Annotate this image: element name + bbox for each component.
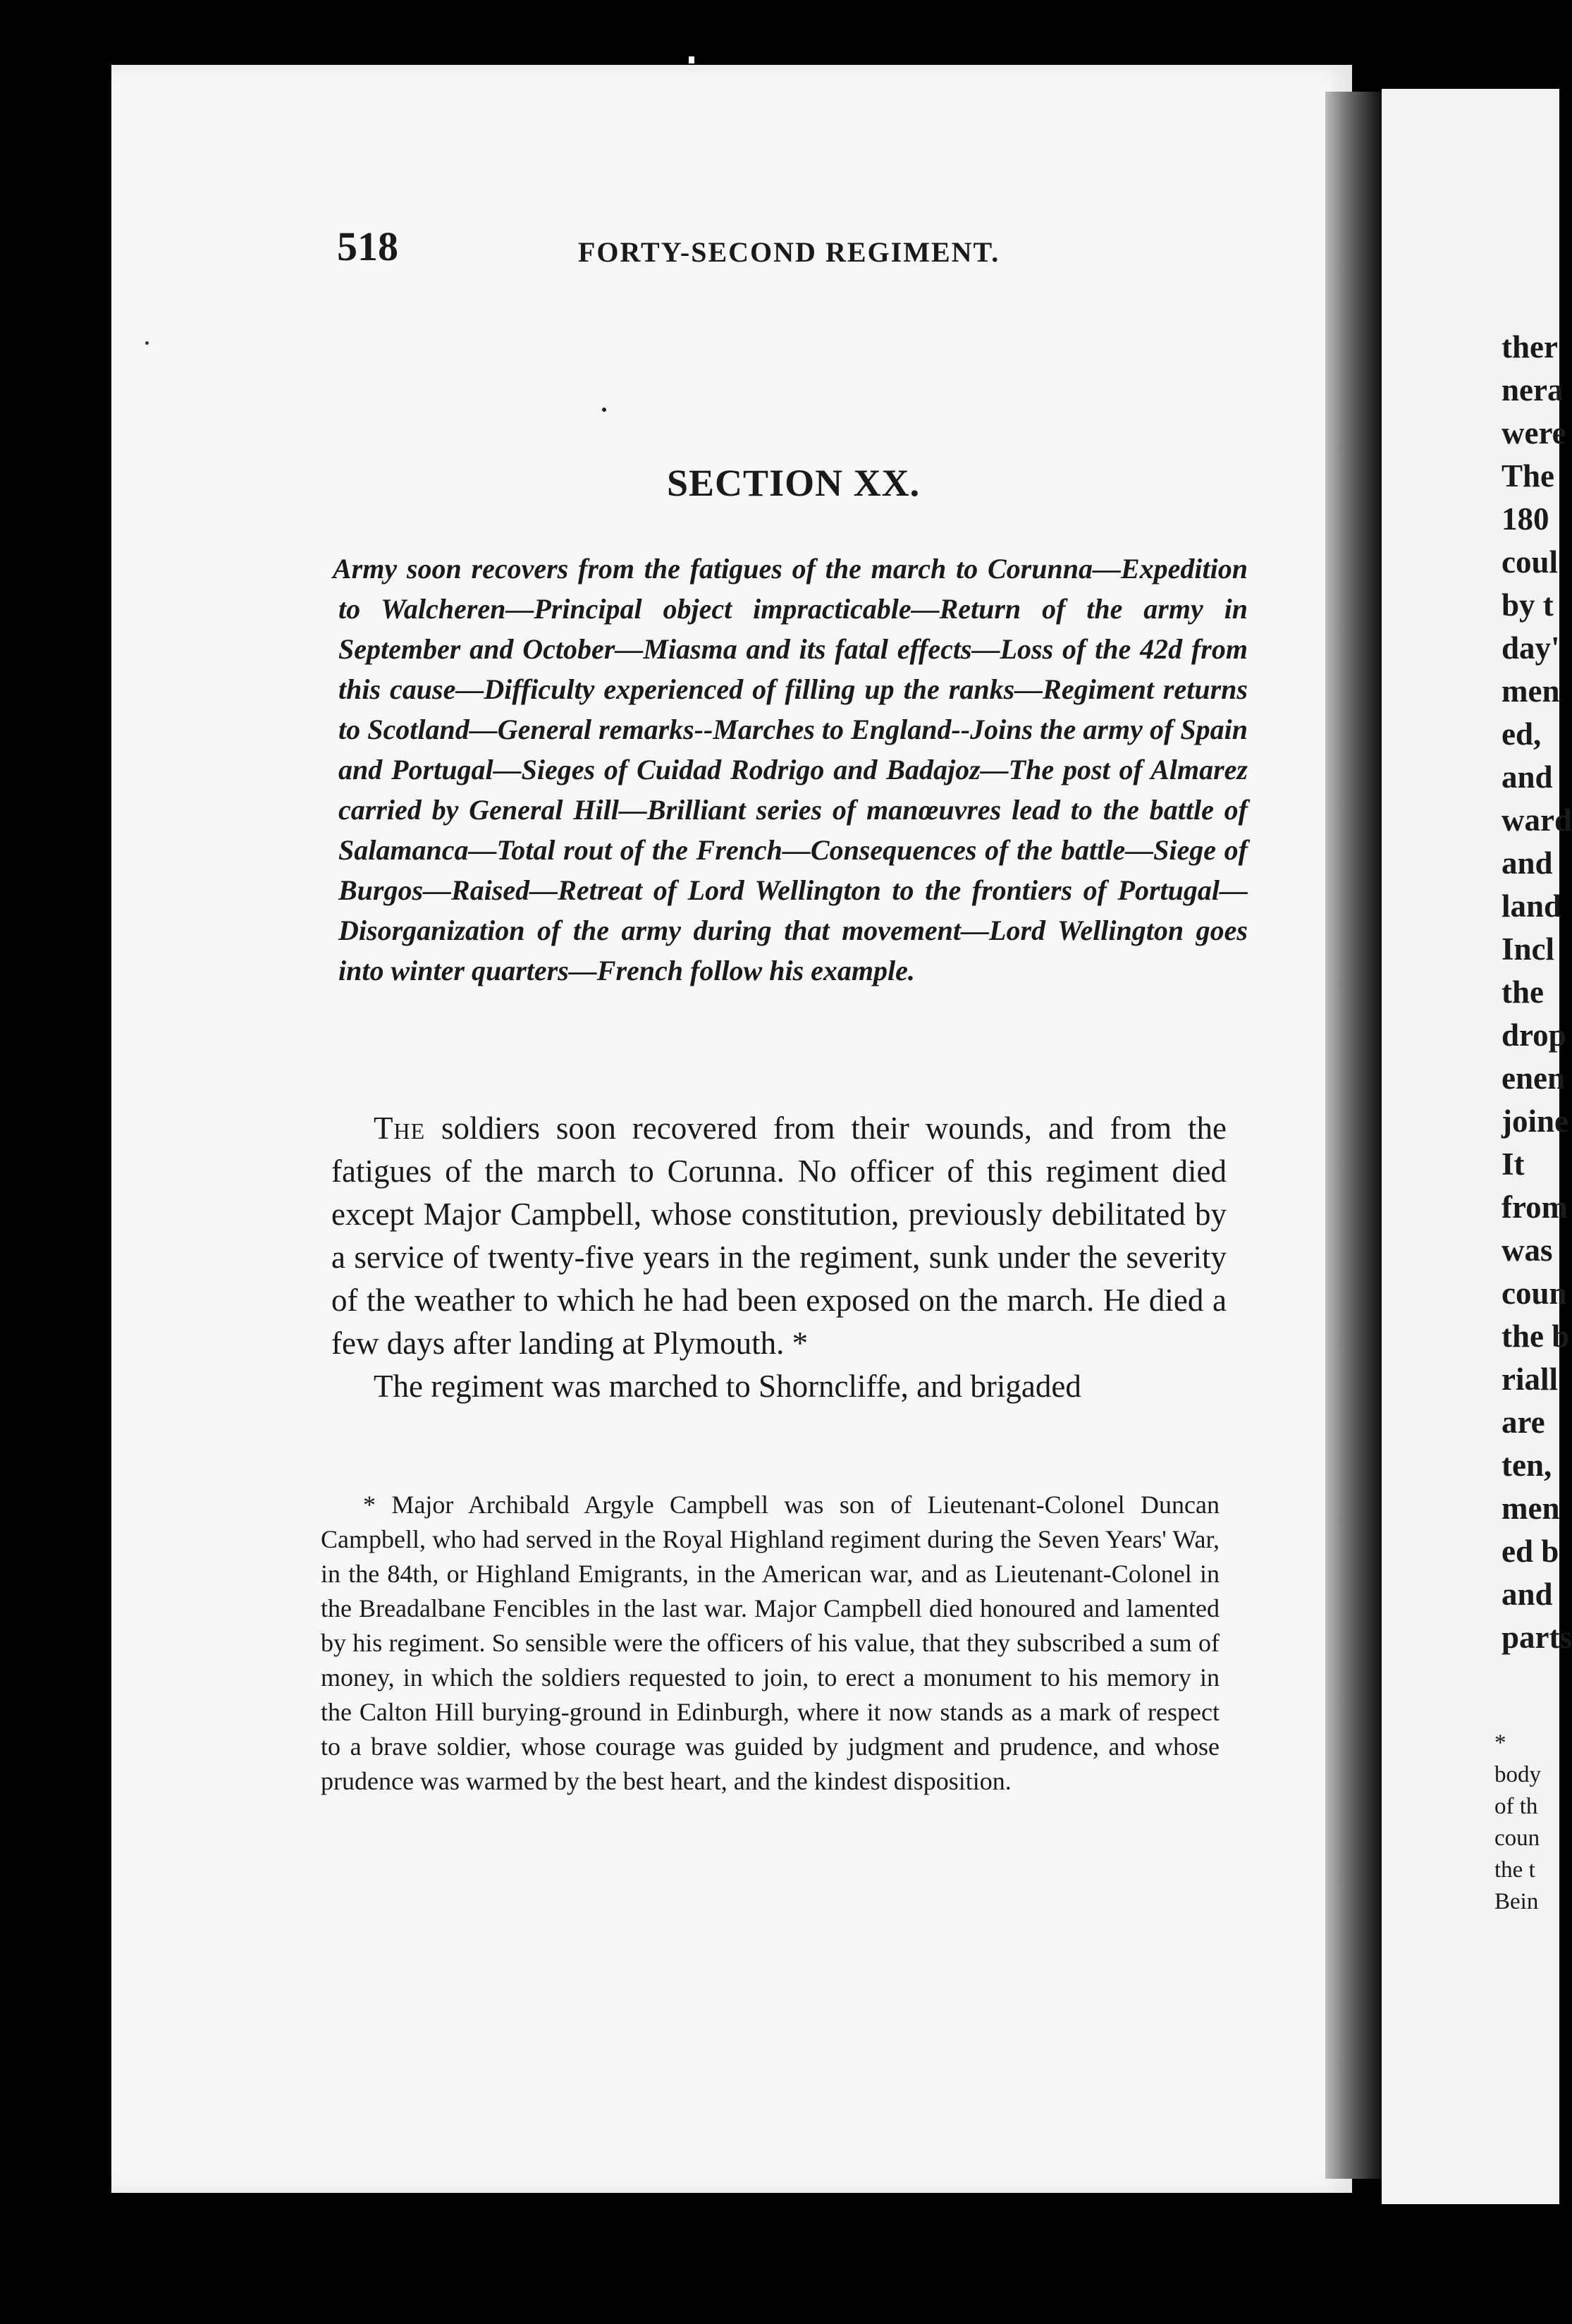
opening-word: The bbox=[374, 1111, 426, 1146]
running-head: FORTY-SECOND REGIMENT. bbox=[578, 236, 1000, 268]
paragraph-text: soldiers soon recovered from their wounds, and from the fatigues of the march to Corunna. No officer of this regiment died except Major Campbell, whose constitution, previously debilitated by a service of twenty-five years in the regiment, sunk under the severity of the weather to which he had been exposed on the march. He died a few days after landing at Plymouth. * bbox=[331, 1111, 1227, 1361]
paragraph bbox=[331, 1107, 1227, 1365]
book-gutter bbox=[1325, 92, 1382, 2179]
paragraph: The regiment was marched to Shorncliffe, and brigaded bbox=[374, 1369, 1081, 1404]
next-page-text: ther nera were The 180 coul by t day' men ed, and ward and land Incl the drop enen joine It from was coun the b riall are ten, men ed b and parts bbox=[1502, 329, 1572, 1655]
page-number: 518 bbox=[337, 224, 398, 269]
speck bbox=[145, 341, 149, 345]
section-summary: Army soon recovers from the fatigues of the march to Corunna—Expedition to Walcheren—Principal object impracticable—Return of the army in September and October—Miasma and its fatal effects—Loss of the 42d from this cause—Difficulty experienced of filling up the ranks—Regiment returns to Scotland—General remarks--Marches to England--Joins the army of Spain and Portugal—Sieges of Cuidad Rodrigo and Badajoz—The post of Almarez carried by General Hill—Brilliant series of manœuvres lead to the battle of Salamanca—Total rout of the French—Consequences of the battle—Siege of Burgos—Raised—Retreat of Lord Wellington to the frontiers of Portugal—Disorganization of the army during that movement—Lord Wellington goes into winter quarters—French follow his example. bbox=[333, 553, 1248, 986]
section-title: SECTION XX. bbox=[667, 462, 921, 504]
footnote: * Major Archibald Argyle Campbell was son of Lieutenant-Colonel Duncan Campbell, who had served in the Royal Highland regiment during the Seven Years' War, in the 84th, or Highland Emigrants, in the American war, and as Lieutenant-Colonel in the Breadalbane Fencibles in the last war. Major Campbell died honoured and lamented by his regiment. So sensible were the officers of his value, that they subscribed a sum of money, in which the soldiers requested to join, to erect a monument to his memory in the Calton Hill burying-ground in Edinburgh, where it now stands as a mark of respect to a brave soldier, whose courage was guided by judgment and prudence, and whose prudence was warmed by the best heart, and the kindest disposition. bbox=[321, 1491, 1220, 1795]
scan-mark bbox=[689, 56, 694, 63]
body-text bbox=[331, 1107, 1227, 1408]
speck bbox=[602, 408, 606, 412]
next-page-footnote: * body of th coun the t Bein bbox=[1494, 1730, 1541, 1914]
